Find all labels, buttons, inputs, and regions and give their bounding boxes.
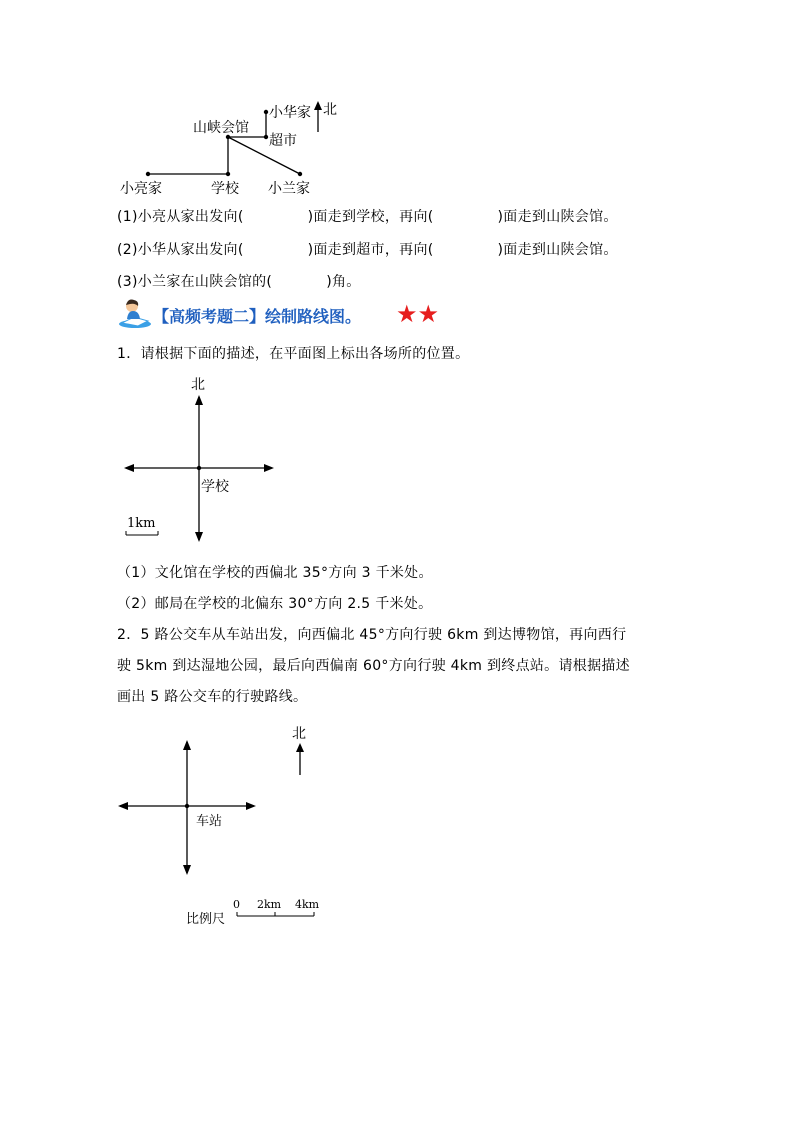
question-1-mid: )面走到学校，再向(	[307, 209, 434, 225]
problem1-text: 1．请根据下面的描述，在平面图上标出各场所的位置。	[117, 346, 470, 362]
map1-point-xiaoliang	[146, 172, 150, 176]
question-3-prefix: (3)小兰家在山陕会馆的(	[117, 274, 273, 290]
p2-scale-tick-label-4: 4km	[295, 898, 320, 911]
map1-label-shanxia-hall: 山峡会馆	[193, 120, 249, 136]
p2-scale-title: 比例尺	[186, 912, 226, 927]
question-2	[117, 239, 618, 259]
p2-scale-tick-label-0: 0	[233, 898, 240, 911]
map1-north-arrowhead	[314, 101, 322, 110]
map1-point-supermarket	[264, 135, 268, 139]
question-1	[117, 206, 618, 226]
question-1-suffix: )面走到山陕会馆。	[497, 209, 618, 225]
problem1-item-2: （2）邮局在学校的北偏东 30°方向 2.5 千米处。	[117, 596, 433, 612]
student-reading-icon	[118, 297, 152, 329]
map1-label-xiaohua-home: 小华家	[269, 105, 311, 121]
question-2-mid: )面走到超市，再向(	[307, 242, 434, 258]
question-2-prefix: (2)小华从家出发向(	[117, 242, 244, 258]
p1-arrow-north	[195, 395, 203, 405]
problem2-line-2: 驶 5km 到达湿地公园，最后向西偏南 60°方向行驶 4km 到终点站。请根据描述	[117, 658, 630, 674]
map1-label-supermarket: 超市	[269, 133, 297, 149]
p2-arrow-west	[118, 802, 128, 810]
section2-stars: ★★	[396, 300, 440, 328]
p2-center-label: 车站	[196, 814, 223, 829]
p2-north-arrowhead	[296, 743, 304, 752]
map1-label-school: 学校	[211, 181, 239, 197]
p2-arrow-east	[246, 802, 256, 810]
p1-arrow-south	[195, 532, 203, 542]
map1-label-north: 北	[323, 102, 337, 118]
p1-center-dot	[197, 466, 201, 470]
p1-arrow-east	[264, 464, 274, 472]
p1-arrow-west	[124, 464, 134, 472]
map1-point-xiaohua	[264, 110, 268, 114]
p1-center-label: 学校	[201, 479, 229, 495]
problem2-line-3: 画出 5 路公交车的行驶路线。	[117, 689, 308, 705]
p2-arrow-north	[183, 740, 191, 750]
p2-arrow-south	[183, 865, 191, 875]
p2-north-label: 北	[292, 726, 306, 742]
question-3	[117, 271, 361, 291]
map1-label-xiaolan-home: 小兰家	[268, 181, 310, 197]
section2-title: 【高频考题二】绘制路线图。	[153, 307, 362, 326]
p1-north-label: 北	[191, 377, 205, 393]
map1-point-school	[226, 172, 230, 176]
problem1-item-1: （1）文化馆在学校的西偏北 35°方向 3 千米处。	[117, 565, 433, 581]
question-1-prefix: (1)小亮从家出发向(	[117, 209, 244, 225]
problem2-line-1: 2．5 路公交车从车站出发，向西偏北 45°方向行驶 6km 到达博物馆，再向西行	[117, 627, 627, 643]
question-3-suffix: )角。	[326, 274, 361, 290]
map1-label-xiaoliang-home: 小亮家	[120, 181, 162, 197]
map1-point-xiaolan	[298, 172, 302, 176]
p2-center-dot	[185, 804, 189, 808]
question-2-suffix: )面走到山陕会馆。	[497, 242, 618, 258]
p2-scale-tick-label-2: 2km	[257, 898, 282, 911]
p1-scale-label: 1km	[127, 516, 156, 531]
